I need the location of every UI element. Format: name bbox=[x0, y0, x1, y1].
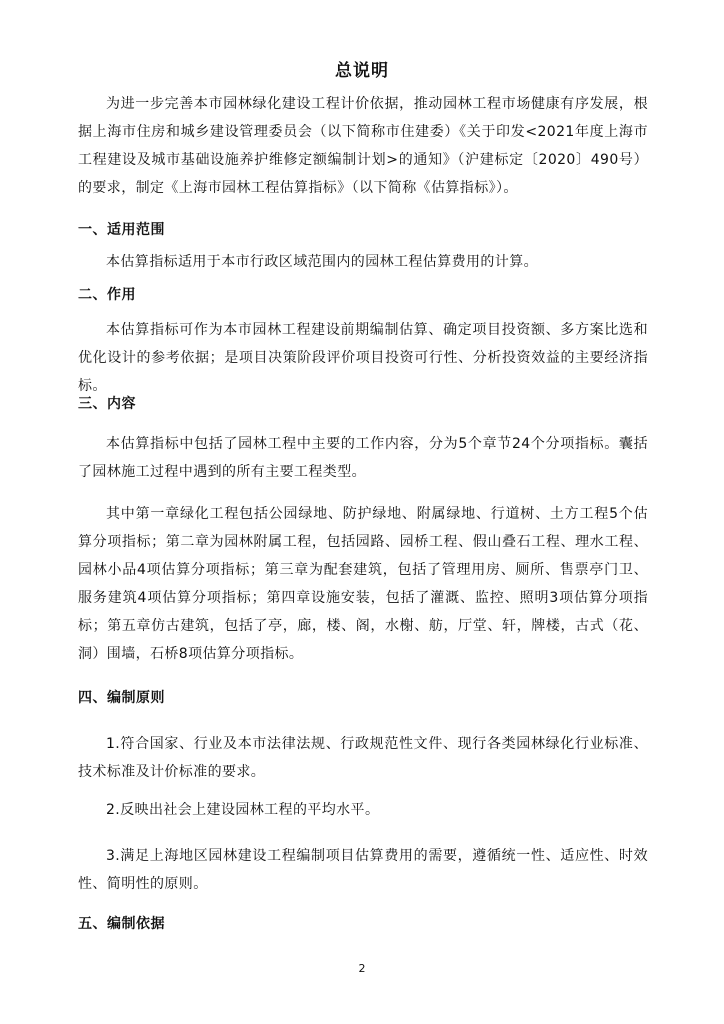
page-title: 总说明 bbox=[335, 61, 389, 81]
intro-paragraph: 为进一步完善本市园林绿化建设工程计价依据，推动园林工程市场健康有序发展，根据上海市住房和城乡建设管理委员会（以下简称市住建委）《关于印发<2021年度上海市工程建设及城市基础设施养护维修定额编制计划>的通知》（沪建标定〔2020〕490号）的要求，制定《上海市园林工程估算指标》（以下简称《估算指标》）。 bbox=[78, 96, 648, 196]
content-paragraph-chapters: 其中第一章绿化工程包括公园绿地、防护绿地、附属绿地、行道树、土方工程5个估算分项指标；第二章为园林附属工程，包括园路、园桥工程、假山叠石工程、理水工程、园林小品4项估算分项指标；第三章为配套建筑，包括了管理用房、厕所、售票亭门卫、服务建筑4项估算分项指标；第四章设施安装，包括了灌溉、监控、照明3项估算分项指标；第五章仿古建筑，包括了亭，廊，楼、阁，水榭、舫，厅堂、轩，牌楼，古式（花、洞）围墙，石桥8项估算分项指标。 bbox=[78, 506, 648, 662]
principle-item-3: 3.满足上海地区园林建设工程编制项目估算费用的需要，遵循统一性、适应性、时效性、简明性的原则。 bbox=[78, 848, 648, 892]
content-paragraph-summary: 本估算指标中包括了园林工程中主要的工作内容，分为5个章节24个分项指标。囊括了园林施工过程中遇到的所有主要工程类型。 bbox=[78, 436, 648, 480]
principle-item-2: 2.反映出社会上建设园林工程的平均水平。 bbox=[106, 802, 380, 818]
page-number: 2 bbox=[358, 962, 366, 975]
section-heading-scope: 一、适用范围 bbox=[78, 222, 165, 238]
function-paragraph: 本估算指标可作为本市园林工程建设前期编制估算、确定项目投资额、多方案比选和优化设计的参考依据；是项目决策阶段评价项目投资可行性、分析投资效益的主要经济指标。 bbox=[78, 322, 648, 394]
principle-item-1: 1.符合国家、行业及本市法律法规、行政规范性文件、现行各类园林绿化行业标准、技术标准及计价标准的要求。 bbox=[78, 736, 648, 780]
section-heading-principles: 四、编制原则 bbox=[78, 690, 165, 706]
section-heading-basis: 五、编制依据 bbox=[78, 916, 165, 932]
scope-paragraph: 本估算指标适用于本市行政区域范围内的园林工程估算费用的计算。 bbox=[106, 254, 538, 270]
section-heading-function: 二、作用 bbox=[78, 287, 136, 303]
section-heading-content: 三、内容 bbox=[78, 396, 136, 412]
